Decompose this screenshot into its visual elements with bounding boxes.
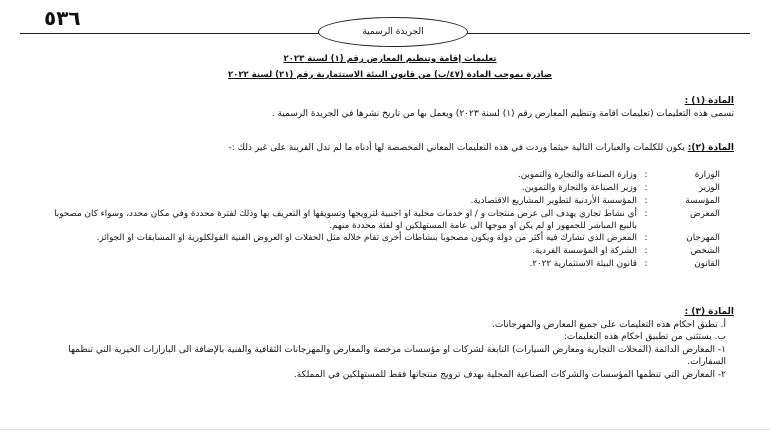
- definition-text: قانون البيئة الاستثمارية ٢٠٢٢.: [529, 259, 637, 270]
- definition-text: وزارة الصناعة والتجارة والتموين.: [517, 170, 637, 180]
- document-title: تعليمات إقامة وتنظيم المعارض رقم (١) لسنة ٢٠٢٣: [283, 54, 497, 64]
- article-1-text: تسمى هذه التعليمات (تعليمات اقامة وتنظيم المعارض رقم (١) لسنة ٢٠٢٣) ويعمل بها من تاريخ نشرها في الجريدة الرسمية .: [271, 108, 734, 119]
- article-2-intro: يكون للكلمات والعبارات التالية حيثما وردت في هذه التعليمات المعاني المخصصة لها أدناه ما لم تدل القرينة على غير ذلك :-: [228, 143, 685, 153]
- definition-row: القانون : قانون البيئة الاستثمارية ٢٠٢٢.: [44, 259, 720, 271]
- article-1-heading: المادة (١) :: [684, 96, 734, 106]
- definition-text: المعرض الذي تشارك فيه أكثر من دولة ويكون مصحوبا بنشاطات أخرى تقام خلاله مثل الحفلات او العروض الفنية الفولكلورية او المسابقات او الجوائز.: [96, 233, 637, 244]
- definition-text: أي نشاط تجاري يهدف الى عرض منتجات و / او خدمات محلية او اجنبية لترويجها وتسويقها او التعريف بها وذلك لفترة محددة وفي مكان محدد، وسواء كان مصحوبا بالبيع المباشر للجمهور او لم يكن او موجها الى عامة المستهلكين او لفئة محددة منهم.: [54, 208, 637, 231]
- article-3-item-a: أ. تطبق احكام هذه التعليمات على جميع المعارض والمهرجانات.: [492, 319, 726, 330]
- article-3-heading: المادة (٣) :: [684, 307, 734, 317]
- definition-term: المهرجان: [686, 233, 720, 244]
- page-bottom-edge: [0, 429, 770, 430]
- definition-term: الوزير: [698, 182, 720, 193]
- article-3-sub-2: ٢- المعارض التي تنظمها المؤسسات والشركات الصناعية المحلية بهدف ترويج منتجاتها فقط للمستهلكين في المملكة.: [293, 369, 726, 380]
- article-3: [36, 306, 734, 382]
- definitions-list: [44, 170, 720, 272]
- definition-row: المعرض : أي نشاط تجاري يهدف الى عرض منتجات و / او خدمات محلية او اجنبية لترويجها وتسويقها او التعريف بها وذلك لفترة محددة وفي مكان محدد، وسواء كان مصحوبا بالبيع المباشر للجمهور او لم يكن او موجها الى عامة المستهلكين او لفئة محددة منهم.: [44, 209, 720, 233]
- definition-row: الوزير : وزير الصناعة والتجارة والتموين.: [44, 183, 720, 195]
- definition-row: المهرجان : المعرض الذي تشارك فيه أكثر من دولة ويكون مصحوبا بنشاطات أخرى تقام خلاله مثل الحفلات او العروض الفنية الفولكلورية او المسابقات او الجوائز.: [44, 233, 720, 245]
- definition-text: وزير الصناعة والتجارة والتموين.: [521, 182, 637, 193]
- definition-row: الوزارة : وزارة الصناعة والتجارة والتموين.: [44, 170, 720, 182]
- article-3-list: [36, 319, 734, 382]
- document-titles: [120, 54, 660, 86]
- gazette-label: الجريدة الرسمية: [318, 17, 468, 47]
- article-3-sub-1: ١- المعارض الدائمة (المحلات التجارية ومعارض السيارات) التابعة لشركات او مؤسسات مرخصة والمعارض والمهرجانات الثقافية والفنية بالإضافة الى البازارات الخيرية التي تنظمها السفارات.: [68, 344, 726, 368]
- article-2: [36, 142, 734, 155]
- definition-term: القانون: [694, 259, 720, 270]
- definition-term: المؤسسة: [685, 195, 720, 206]
- definition-term: الشخص: [690, 246, 720, 257]
- definition-row: الشخص : الشركة او المؤسسة الفردية.: [44, 246, 720, 258]
- page-number: ٥٣٦: [44, 6, 81, 30]
- article-3-item-b: ب. يستثنى من تطبيق احكام هذه التعليمات:: [563, 332, 726, 343]
- document-subtitle: صادرة بموجب المادة (٤٧/ب) من قانون البيئة الاستثمارية رقم (٢١) لسنة ٢٠٢٢: [227, 70, 553, 80]
- definition-text: الشركة او المؤسسة الفردية.: [532, 246, 637, 257]
- definition-row: المؤسسة : المؤسسة الأردنية لتطوير المشاريع الاقتصادية.: [44, 196, 720, 208]
- article-1: [36, 95, 734, 120]
- article-2-intro-paragraph: [36, 142, 734, 155]
- definition-term: المعرض: [690, 208, 720, 219]
- article-2-heading: المادة (٢):: [687, 143, 734, 153]
- definition-text: المؤسسة الأردنية لتطوير المشاريع الاقتصادية.: [470, 195, 637, 206]
- definition-term: الوزارة: [694, 170, 720, 180]
